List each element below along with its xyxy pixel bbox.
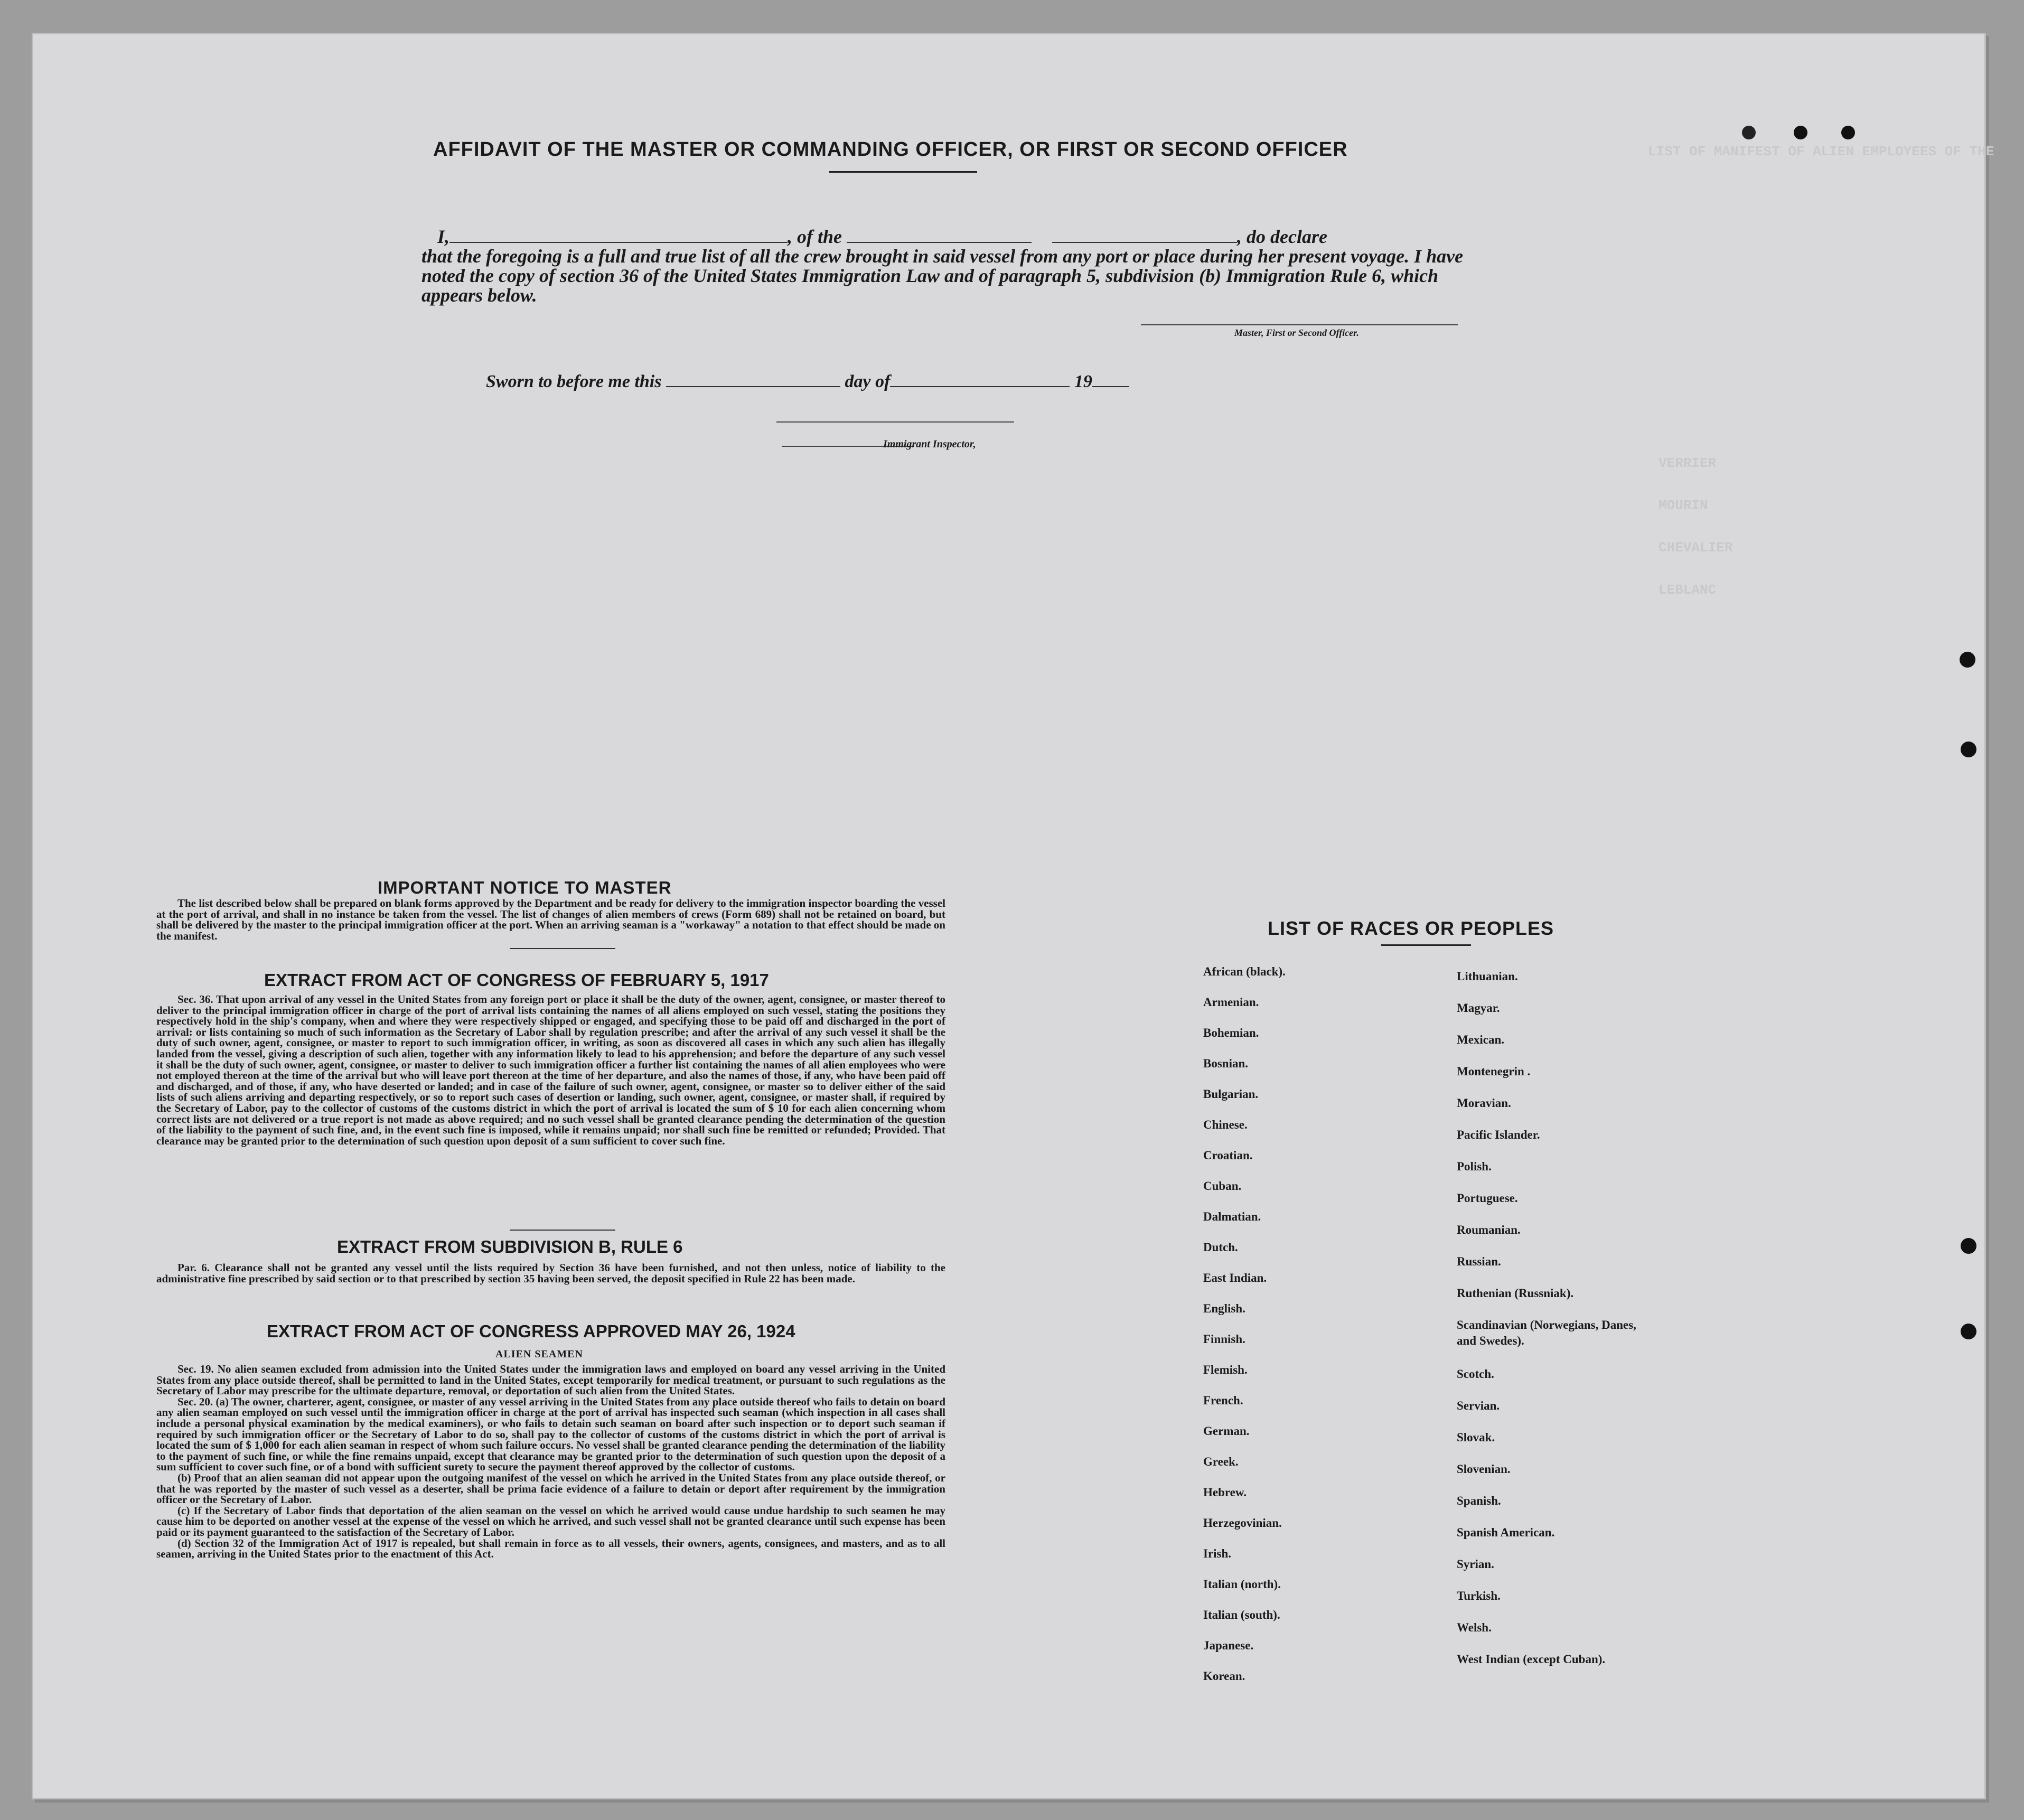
race-item: Portuguese.: [1457, 1192, 1518, 1205]
race-item: Spanish American.: [1457, 1526, 1555, 1539]
races-list-title: LIST OF RACES OR PEOPLES: [1268, 917, 1554, 939]
binder-hole: [1841, 126, 1855, 139]
bleed-through-text: LEBLANC: [1658, 582, 1717, 598]
sworn-year-field[interactable]: [1092, 386, 1129, 387]
bleed-through-text: LIST OF MANIFEST OF ALIEN EMPLOYEES OF THE: [1648, 144, 1994, 160]
race-item: Finnish.: [1203, 1333, 1245, 1346]
race-item: Russian.: [1457, 1255, 1501, 1268]
bleed-through-text: CHEVALIER: [1658, 540, 1733, 556]
race-item: Slovenian.: [1457, 1462, 1511, 1476]
declaration-first-line: [437, 227, 1473, 247]
vessel-field[interactable]: [1052, 242, 1237, 243]
race-item: Hebrew.: [1203, 1486, 1247, 1499]
affidavit-declaration: [421, 226, 1473, 306]
race-item: Roumanian.: [1457, 1223, 1521, 1236]
section-36-paragraph: Sec. 36. That upon arrival of any vessel in the United States from any foreign port or place it shall be the duty of the owner, agent, consignee, or master thereof to deliver to the principal immigration officer in charge of the port of arrival lists containing the names of all aliens employed on such vessel, stating the positions they respectively hold in the ship's company, when and where they were respectively shipped or engaged, and specifying those to be paid off and discharged in the port of arrival: or lists containing so much of such information as the Secretary of Labor shall by regulation prescribe; and after the arrival of any such vessel it shall be the duty of such owner, agent, consignee, or master to report to such immigration officer, in writing, as soon as discovered all cases in which any such alien has illegally landed from the vessel, giving a description of such alien, together with any information likely to lead to his apprehension; and before the departure of any such vessel it shall be the duty of such owner, agent, consignee, or master to deliver to such immigration officer a further list containing the names of all alien employees who were not employed thereon at the time of the arrival but who will leave port thereon at the time of her departure, and also the names of those, if any, who have been paid off and discharged, and of those, if any, who have deserted or landed; and in case of the failure of such owner, agent, consignee, or master so to deliver either of the said lists of such aliens arriving and departing respectively, or so to report such cases of desertion or landing, such owner, agent, consignee, or master shall, if required by the Secretary of Labor, pay to the collector of customs of the customs district in which the port of arrival is located the sum of $ 10 for each alien concerning whom correct lists are not delivered or a true report is not made as above required; and no such vessel shall be granted clearance pending the determination of the question of the liability to the payment of such fine, and, in the event such fine is imposed, while it remains unpaid; nor shall such fine be remitted or refunded; Provided. That clearance may be granted prior to the determination of such question upon deposit of a sum sufficient to cover such fine.: [156, 993, 945, 1147]
binder-hole: [1742, 126, 1756, 139]
inspector-label: Immigrant Inspector,: [883, 438, 976, 450]
race-item: Moravian.: [1457, 1096, 1511, 1110]
declaration-i: I,: [437, 226, 450, 247]
race-item: Armenian.: [1203, 996, 1259, 1009]
race-item: Italian (north).: [1203, 1578, 1281, 1591]
race-item: Polish.: [1457, 1160, 1492, 1173]
important-notice-title: IMPORTANT NOTICE TO MASTER: [378, 878, 672, 897]
section-19-paragraph: Sec. 19. No alien seamen excluded from admission into the United States under the immigration laws and employed on board any vessel arriving in the United States from any place outside thereof, shall be permitted to land in the United States, except temporarily for medical treatment, or pursuant to such regulations as the Secretary of Labor may prescribe for the ultimate departure, removal, or deportation of such alien from the United States.: [156, 1363, 945, 1397]
extract-rule6-text: [156, 1262, 945, 1284]
race-item: Herzegovinian.: [1203, 1516, 1282, 1530]
race-item: East Indian.: [1203, 1271, 1267, 1284]
sworn-year: 19: [1074, 372, 1092, 391]
race-item: Cuban.: [1203, 1179, 1242, 1193]
section-20b-paragraph: (b) Proof that an alien seaman did not appear upon the outgoing manifest of the vessel on which he arrived in the United States from any place outside thereof, or that he was reported by the master of such vessel as a deserter, shall be prima facie evidence of a failure to detain or deport after requirement by the immigration officer or the Secretary of Labor.: [156, 1471, 945, 1506]
race-item: Lithuanian.: [1457, 970, 1518, 983]
declaration-body: that the foregoing is a full and true list of all the crew brought in said vessel from any port or place during her present voyage. I have noted the copy of section 36 of the United States Immigration Law and of paragraph 5, subdivision (b) Immigration Rule 6, which appears below.: [421, 246, 1464, 306]
extract-1917-text: [156, 994, 945, 1146]
binder-hole: [1794, 126, 1807, 139]
section-divider: [510, 948, 615, 949]
section-20d-paragraph: (d) Section 32 of the Immigration Act of 1917 is repealed, but shall remain in force as to all vessels, their owners, agents, consignees, and masters, and as to all seamen, arriving in the United States prior to the enactment of this Act.: [156, 1536, 945, 1561]
race-item: Flemish.: [1203, 1363, 1248, 1376]
race-item: Greek.: [1203, 1455, 1239, 1468]
document-page: [32, 33, 1994, 1799]
race-item: Scotch.: [1457, 1367, 1494, 1381]
extract-1917-title: EXTRACT FROM ACT OF CONGRESS OF FEBRUARY 5, 1917: [264, 970, 769, 990]
rank-field[interactable]: [847, 242, 1032, 243]
race-item: Korean.: [1203, 1669, 1245, 1683]
alien-seamen-subtitle: ALIEN SEAMEN: [495, 1348, 583, 1360]
race-item: Welsh.: [1457, 1621, 1492, 1634]
extract-1924-title: EXTRACT FROM ACT OF CONGRESS APPROVED MAY 26, 1924: [267, 1321, 795, 1341]
section-divider: [510, 1230, 615, 1231]
race-item: English.: [1203, 1302, 1245, 1315]
sworn-day-field[interactable]: [666, 386, 840, 387]
race-item: Pacific Islander.: [1457, 1128, 1540, 1141]
title-underline: [829, 171, 977, 173]
race-item: West Indian (except Cuban).: [1457, 1653, 1606, 1666]
name-field[interactable]: [449, 242, 788, 243]
bleed-through-text: MOURIN: [1658, 498, 1708, 513]
extract-rule6-title: EXTRACT FROM SUBDIVISION B, RULE 6: [337, 1237, 683, 1256]
race-item: Ruthenian (Russniak).: [1457, 1287, 1574, 1300]
binder-hole: [1960, 652, 1975, 668]
race-item: Croatian.: [1203, 1149, 1253, 1162]
paragraph-6: Par. 6. Clearance shall not be granted any vessel until the lists required by Section 36 have been furnished, and not then unless, notice of liability to the administrative fine prescribed by said section or to that prescribed by section 35 having been served, the deposit specified in Rule 22 has been made.: [156, 1261, 945, 1285]
declaration-of-the: , of the: [788, 226, 842, 247]
races-title-underline: [1381, 944, 1471, 946]
important-notice-text: [156, 898, 945, 941]
sworn-line: [486, 372, 1129, 392]
race-item: Spanish.: [1457, 1494, 1501, 1507]
race-item: Dalmatian.: [1203, 1210, 1261, 1223]
extract-1924-text: [156, 1364, 945, 1560]
binder-hole: [1961, 742, 1976, 757]
race-item: Syrian.: [1457, 1558, 1494, 1571]
race-item: Bohemian.: [1203, 1026, 1259, 1039]
master-signature-label: Master, First or Second Officer.: [1234, 327, 1359, 338]
binder-hole: [1961, 1238, 1976, 1254]
race-item: Montenegrin .: [1457, 1065, 1531, 1078]
section-20a-paragraph: Sec. 20. (a) The owner, charterer, agent, consignee, or master of any vessel arriving in the United States from any place outside thereof who fails to detain on board any alien seaman employed on such vessel until the immigration officer in charge at the port of arrival has inspected such seaman (which inspection in all cases shall include a personal physical examination by the medical examiners), or who fails to detain such seaman on board after such inspection or to deport such seaman if required by such immigration officer or the Secretary of Labor to do so, shall pay to the collector of customs of the customs district in which the port of arrival is located the sum of $ 1,000 for each alien seaman in respect of whom such failure occurs. No vessel shall be granted clearance pending the determination of the liability to the payment of such fine, or while the fine remains unpaid, except that clearance may be granted prior to the determination of such question upon the deposit of a sum sufficient to cover such fine, or of a bond with sufficient surety to secure the payment thereof approved by the collector of customs.: [156, 1395, 945, 1474]
race-item: Dutch.: [1203, 1241, 1238, 1254]
race-item: Slovak.: [1457, 1431, 1495, 1444]
declaration-do-declare: , do declare: [1237, 226, 1327, 247]
race-item: Mexican.: [1457, 1033, 1505, 1046]
bleed-through-text: VERRIER: [1658, 455, 1717, 471]
sworn-day-of: day of: [845, 372, 891, 391]
race-item: Chinese.: [1203, 1118, 1248, 1131]
sworn-month-field[interactable]: [890, 386, 1070, 387]
sworn-prefix: Sworn to before me this: [486, 372, 662, 391]
race-item: Bosnian.: [1203, 1057, 1249, 1070]
race-item: French.: [1203, 1394, 1243, 1407]
race-item: Magyar.: [1457, 1001, 1500, 1015]
race-item: African (black).: [1203, 965, 1286, 978]
important-notice-paragraph: The list described below shall be prepared on blank forms approved by the Department and be ready for delivery to the immigration inspector boarding the vessel at the port of arrival, and shall in no instance be taken from the vessel. The list of changes of alien members of crews (Form 689) shall not be retained on board, but shall be delivered by the master to the principal immigration officer at the port. When an arriving seaman is a "workaway" a notation to that effect should be made on the manifest.: [156, 897, 945, 942]
race-item: Irish.: [1203, 1547, 1232, 1560]
race-item: Bulgarian.: [1203, 1087, 1259, 1101]
master-signature-line[interactable]: [1141, 324, 1458, 325]
race-item: Servian.: [1457, 1399, 1500, 1412]
race-item: Japanese.: [1203, 1639, 1254, 1652]
race-item: Italian (south).: [1203, 1608, 1280, 1621]
inspector-signature-line[interactable]: [776, 421, 1014, 423]
affidavit-title: AFFIDAVIT OF THE MASTER OR COMMANDING OFFICER, OR FIRST OR SECOND OFFICER: [433, 138, 1348, 161]
race-item: German.: [1203, 1424, 1250, 1438]
section-20c-paragraph: (c) If the Secretary of Labor finds that deportation of the alien seaman on the vessel on which he arrived would cause undue hardship to such seamen he may cause him to be deported on another vessel at the expense of the vessel on which he arrived, and such vessel shall not be granted clearance until such expense has been paid or its payment guaranteed to the satisfaction of the Secretary of Labor.: [156, 1504, 945, 1538]
race-item: [1457, 1317, 1647, 1349]
race-item: Turkish.: [1457, 1589, 1501, 1602]
binder-hole: [1961, 1324, 1976, 1339]
race-item-text: Scandinavian (Norwegians, Danes, and Swedes).: [1457, 1318, 1636, 1347]
